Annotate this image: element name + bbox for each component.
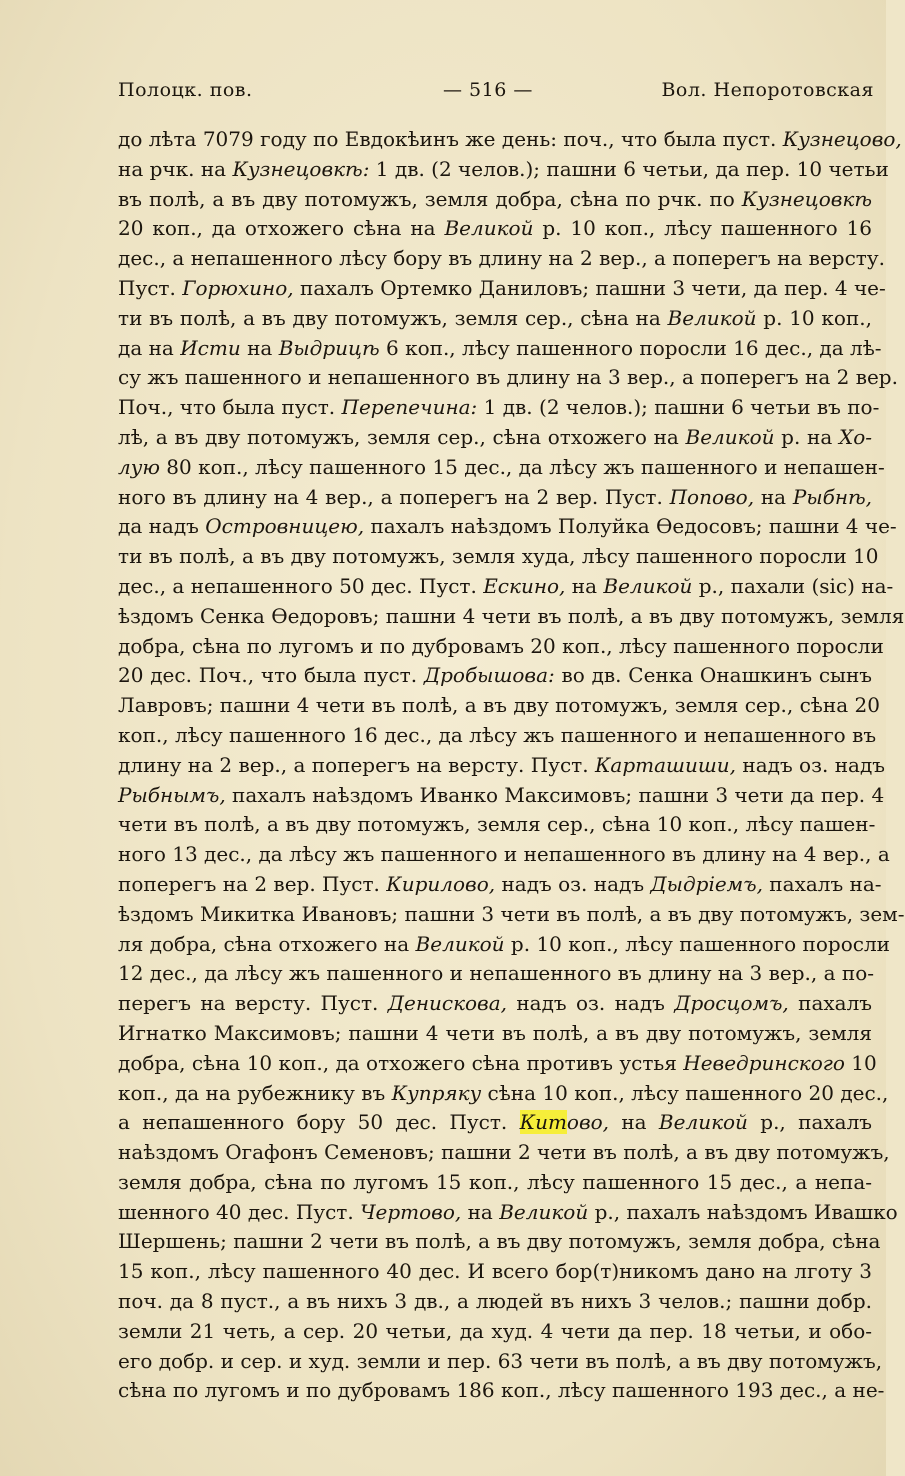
text-run: ного 13 дес., да лѣсу жъ пашенного и непашенного въ длину на 4 вер., а [118, 842, 890, 867]
text-run: добра, сѣна по лугомъ и по дубровамъ 20 коп., лѣсу пашенного поросли [118, 633, 884, 658]
text-run: р. 10 коп., [756, 305, 872, 330]
text-run: земли 21 четь, а сер. 20 четьи, да худ. 4 чети да пер. 18 четьи, и обо- [118, 1318, 872, 1343]
text-line [118, 244, 885, 274]
italic-place-name: Исти [180, 335, 241, 360]
text-run: на [461, 1199, 500, 1224]
text-run: перегъ на версту. Пуст. [118, 991, 388, 1016]
text-line [118, 661, 872, 691]
text-line [118, 1257, 872, 1287]
italic-place-name: Дросцомъ, [674, 991, 789, 1016]
text-run: поч. да 8 пуст., а въ нихъ 3 дв., а людей въ нихъ 3 челов.; пашни добр. [118, 1289, 872, 1314]
italic-place-name: Чертово, [360, 1199, 462, 1224]
italic-place-name: Кузнецово, [782, 127, 902, 151]
italic-place-name: Рыбнымъ, [118, 782, 226, 807]
text-run: коп., да на рубежнику въ [118, 1080, 392, 1105]
text-run: р. 10 коп., лѣсу пашенного 16 [533, 216, 872, 241]
text-run: Игнатко Максимовъ; пашни 4 чети въ полѣ, а въ дву потомужъ, земля [118, 1020, 872, 1045]
text-line [118, 1138, 890, 1168]
italic-place-name: Островницею, [205, 514, 365, 539]
text-run: 20 дес. Поч., что была пуст. [118, 663, 424, 688]
text-run: ного въ длину на 4 вер., а поперегъ на 2 вер. Пуст. [118, 484, 670, 509]
text-run: чети въ полѣ, а въ дву потомужъ, земля сер., сѣна 10 коп., лѣсу пашен- [118, 812, 876, 837]
text-line [118, 870, 882, 900]
text-line [118, 274, 886, 304]
italic-place-name: Великой [415, 931, 505, 956]
text-line [118, 691, 880, 721]
text-run: р. на [774, 424, 839, 449]
text-run: длину на 2 вер., а поперегъ на версту. Пуст. [118, 752, 595, 777]
text-line [118, 185, 872, 215]
italic-place-name: Великой [667, 305, 757, 330]
text-line [118, 959, 872, 989]
text-line [118, 602, 905, 632]
text-line [118, 781, 885, 811]
text-line [118, 1108, 872, 1138]
italic-place-name: Денискова, [387, 991, 507, 1016]
italic-place-name: Кузнецовкѣ [741, 186, 872, 211]
text-run: су жъ пашенного и непашенного въ длину на 3 вер., а поперегъ на 2 вер. [118, 365, 898, 390]
text-run: 10 [844, 1050, 877, 1075]
text-run: на [565, 573, 604, 598]
text-line [118, 1019, 872, 1049]
text-run: ѣздомъ Микитка Ивановъ; пашни 3 чети въ полѣ, а въ дву потомужъ, зем- [118, 901, 905, 926]
text-run: на [609, 1110, 659, 1135]
text-run: шенного 40 дес. Пуст. [118, 1199, 361, 1224]
text-line [118, 1198, 898, 1228]
header-volost: Вол. Непоротовская [661, 79, 874, 101]
text-line [118, 810, 876, 840]
italic-place-name: Кирилово, [386, 871, 496, 896]
text-line [118, 1347, 883, 1377]
text-line [118, 632, 884, 662]
body-text [118, 125, 905, 1406]
text-line [118, 1227, 881, 1257]
text-line [118, 304, 872, 334]
italic-place-name: Дыдріемъ, [650, 871, 763, 896]
text-line [118, 751, 886, 781]
italic-place-name: Великой [658, 1110, 748, 1135]
text-run: пахалъ наѣздомъ Полуйка Ѳедосовъ; пашни 4 че- [364, 514, 897, 539]
text-run: да на [118, 335, 181, 360]
italic-place-name: Кузнецовкѣ: [232, 156, 370, 181]
text-run: на [754, 484, 793, 509]
text-run: р. 10 коп., лѣсу пашенного поросли [504, 931, 890, 956]
running-header [118, 76, 874, 106]
italic-place-name: Рыбнѣ, [792, 484, 873, 509]
text-line [118, 989, 872, 1019]
text-run: 80 коп., лѣсу пашенного 15 дес., да лѣсу жъ пашенного и непашен- [159, 454, 885, 479]
italic-place-name: Купряку [391, 1080, 482, 1105]
italic-place-name: Горюхино, [182, 275, 294, 300]
text-run: надъ оз. надъ [495, 871, 651, 896]
text-line [118, 1079, 889, 1109]
text-run: добра, сѣна 10 коп., да отхожего сѣна противъ устья [118, 1050, 684, 1075]
italic-place-name: Великой [603, 573, 693, 598]
text-run: до лѣта 7079 году по Евдокѣинъ же день: поч., что была пуст. [118, 127, 783, 151]
text-line [118, 393, 880, 423]
text-run: коп., лѣсу пашенного 16 дес., да лѣсу жъ пашенного и непашенного въ [118, 722, 877, 747]
text-line [118, 1376, 885, 1406]
text-run: пахалъ наѣздомъ Иванко Максимовъ; пашни 3 чети да пер. 4 [225, 782, 885, 807]
text-run: во дв. Сенка Онашкинъ сынъ [554, 663, 873, 688]
text-run: надъ оз. надъ [736, 752, 886, 777]
text-run: а непашенного бору 50 дес. Пуст. [118, 1110, 520, 1135]
text-run: дес., а непашенного лѣсу бору въ длину на 2 вер., а поперегъ на версту. [118, 246, 885, 271]
text-run: его добр. и сер. и худ. земли и пер. 63 чети въ полѣ, а въ дву потомужъ, [118, 1348, 883, 1373]
text-line [118, 1287, 872, 1317]
text-run: сѣна 10 коп., лѣсу пашенного 20 дес., [481, 1080, 889, 1105]
text-run: р., пахалъ наѣздомъ Ивашко [588, 1199, 898, 1224]
text-run: пахалъ [788, 991, 872, 1016]
search-highlight: Кит [519, 1110, 567, 1135]
header-district: Полоцк. пов. [118, 79, 253, 101]
text-run: на [240, 335, 279, 360]
text-run: ля добра, сѣна отхожего на [118, 931, 416, 956]
text-line [118, 214, 872, 244]
text-run: на рчк. на [118, 156, 233, 181]
text-run: лѣ, а въ дву потомужъ, земля сер., сѣна отхожего на [118, 424, 686, 449]
text-line [118, 363, 898, 393]
text-run: ти въ полѣ, а въ дву потомужъ, земля сер., сѣна на [118, 305, 668, 330]
text-line [118, 1317, 872, 1347]
text-run: пахалъ на- [762, 871, 882, 896]
text-line [118, 930, 890, 960]
text-line [118, 1168, 872, 1198]
text-run: р., пахалъ [747, 1110, 872, 1135]
text-run: сѣна по лугомъ и по дубровамъ 186 коп., лѣсу пашенного 193 дес., а не- [118, 1378, 885, 1403]
text-line [118, 334, 882, 364]
text-line [118, 900, 905, 930]
text-run: Поч., что была пуст. [118, 395, 342, 420]
text-line [118, 512, 897, 542]
italic-place-name: Хо- [838, 424, 872, 449]
text-line [118, 423, 872, 453]
text-run: 12 дес., да лѣсу жъ пашенного и непашенного въ длину на 3 вер., а по- [118, 961, 874, 986]
text-run: въ полѣ, а въ дву потомужъ, земля добра, сѣна по рчк. по [118, 186, 742, 211]
text-run: дес., а непашенного 50 дес. Пуст. [118, 573, 484, 598]
text-run: р., пахали (sic) на- [692, 573, 894, 598]
text-line [118, 840, 890, 870]
text-run: 20 коп., да отхожего сѣна на [118, 216, 445, 241]
text-run: наѣздомъ Огафонъ Семеновъ; пашни 2 чети въ полѣ, а въ дву потомужъ, [118, 1140, 890, 1165]
page-number: — 516 — [443, 79, 533, 101]
text-run: 1 дв. (2 челов.); пашни 6 четьи въ по- [477, 395, 880, 420]
italic-place-name: Неведринского [683, 1050, 845, 1075]
text-run: надъ оз. надъ [506, 991, 675, 1016]
text-run: ѣздомъ Сенка Ѳедоровъ; пашни 4 чети въ полѣ, а въ дву потомужъ, земля [118, 603, 905, 628]
italic-place-name: Великой [444, 216, 534, 241]
italic-place-name: Китово, [519, 1110, 610, 1135]
text-run: земля добра, сѣна по лугомъ 15 коп., лѣсу пашенного 15 дес., а непа- [118, 1169, 872, 1194]
text-run: Шершень; пашни 2 чети въ полѣ, а въ дву потомужъ, земля добра, сѣна [118, 1229, 881, 1254]
text-run: ти въ полѣ, а въ дву потомужъ, земля худа, лѣсу пашенного поросли 10 [118, 544, 879, 569]
italic-place-name: Великой [499, 1199, 589, 1224]
text-line [118, 542, 879, 572]
italic-place-name: Карташиши, [594, 752, 737, 777]
text-run: Лавровъ; пашни 4 чети въ полѣ, а въ дву потомужъ, земля сер., сѣна 20 [118, 693, 880, 718]
text-run: 15 коп., лѣсу пашенного 40 дес. И всего бор(т)никомъ дано на лготу 3 [118, 1259, 872, 1284]
text-line [118, 483, 872, 513]
text-run: пахалъ Ортемко Даниловъ; пашни 3 чети, да пер. 4 че- [293, 275, 886, 300]
text-run: да надъ [118, 514, 206, 539]
text-line [118, 453, 885, 483]
italic-place-name: Дробышова: [423, 663, 555, 688]
italic-place-name: Попово, [669, 484, 755, 509]
text-line [118, 1049, 877, 1079]
text-run: 1 дв. (2 челов.); пашни 6 четьи, да пер. 10 четьи [369, 156, 889, 181]
text-run: Пуст. [118, 275, 183, 300]
text-line [118, 155, 889, 185]
text-run: 6 коп., лѣсу пашенного поросли 16 дес., да лѣ- [379, 335, 882, 360]
italic-place-name: Перепечина: [341, 395, 478, 420]
text-line [118, 721, 877, 751]
text-run: поперегъ на 2 вер. Пуст. [118, 871, 387, 896]
text-line [118, 125, 902, 155]
italic-place-name: Великой [685, 424, 775, 449]
italic-place-name: Выдрицѣ [278, 335, 380, 360]
italic-place-name: Ескино, [483, 573, 566, 598]
italic-place-name: лую [118, 454, 160, 479]
text-line [118, 572, 894, 602]
